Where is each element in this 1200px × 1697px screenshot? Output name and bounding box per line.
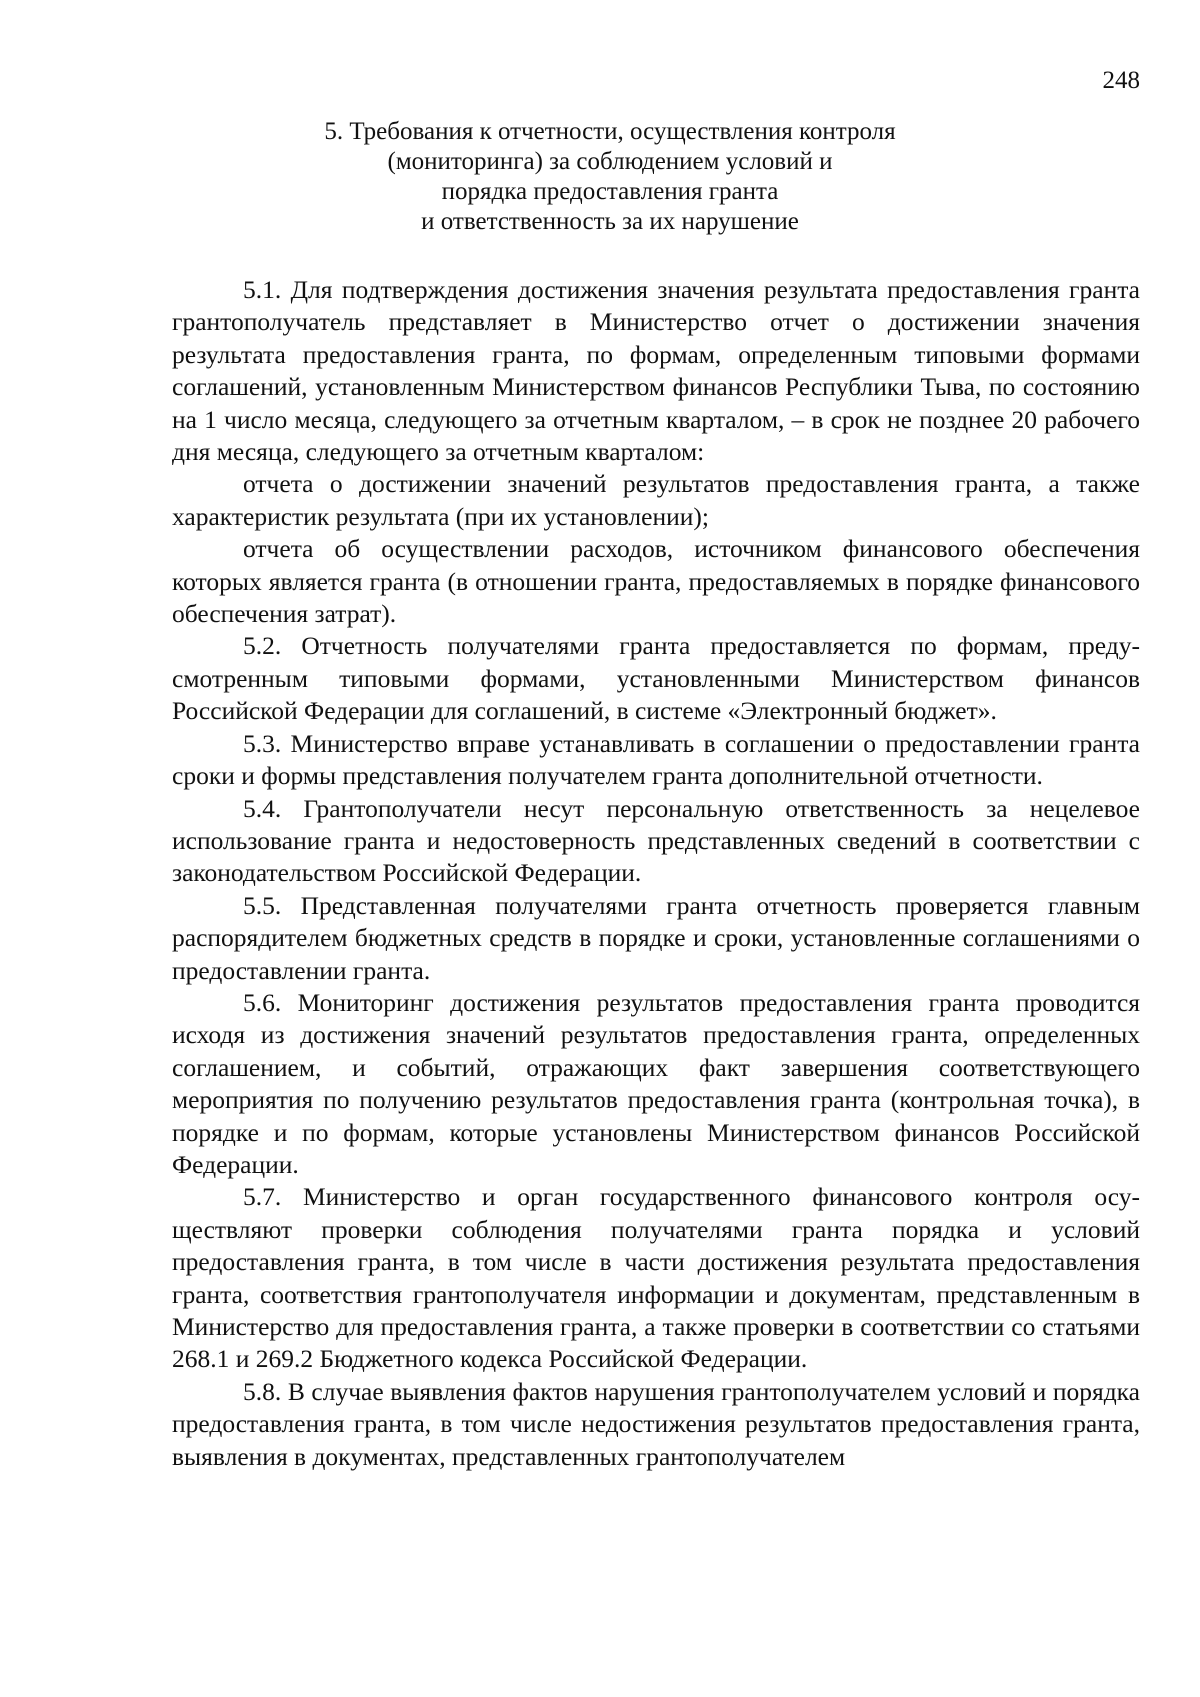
paragraph-report-expenses: отчета об осуществлении расходов, источником финансового обеспечения которых является гранта (в отношении гранта, предоставляемых в порядке финансового обеспечения затрат).: [172, 534, 1140, 629]
paragraph-5-1: 5.1. Для подтверждения достижения значения результата предоставления гранта грантополучатель представляет в Министерство отчет о достижении значения результата предоставления гранта, по формам, определенным типовыми формами соглашений, установленным Министерством финансов Республики Тыва, по состоянию на 1 число месяца, следующего за отчетным кварталом, – в срок не позднее 20 рабочего дня месяца, следующего за отчетным кварталом:: [172, 275, 1140, 467]
paragraph-5-7: 5.7. Министерство и орган государственного финансового контроля осуществляют проверки соблюдения получателями гранта порядка и условий предоставления гранта, в том числе в части достижения результата предоставления гранта, соответствия грантополучателя информации и документам, представленным в Министерство для предоставления гранта, а также проверки в соответствии со статьями 268.1 и 269.2 Бюджетного кодекса Российской Федерации.: [172, 1182, 1140, 1374]
paragraph-5-4: 5.4. Грантополучатели несут персональную ответственность за нецелевое использование гранта и недостоверность представленных сведений в соответствии с законодательством Российской Федерации.: [172, 793, 1140, 888]
paragraph-5-5: 5.5. Представленная получателями гранта отчетность проверяется главным распорядителем бюджетных средств в порядке и сроки, установленные соглашениями о предоставлении гранта.: [172, 890, 1140, 985]
section-heading: [170, 117, 1050, 237]
heading-line: (мониторинга) за соблюдением условий и: [387, 148, 833, 175]
paragraph-5-6: 5.6. Мониторинг достижения результатов предоставления гранта проводится исходя из достижения значений результатов предоставления гранта, определенных соглашением, и событий, отражающих факт завершения соответствующего мероприятия по получению результатов предоставления гранта (контрольная точка), в порядке и по формам, которые установлены Министерством финансов Российской Федерации.: [172, 987, 1140, 1179]
body-text: [172, 274, 1140, 1473]
heading-line: порядка предоставления гранта: [441, 178, 779, 205]
page-number: 248: [1102, 67, 1140, 94]
paragraph-5-8: 5.8. В случае выявления фактов нарушения грантополучателем условий и порядка предоставления гранта, в том числе недостижения результатов предоставления гранта, выявления в документах, представленных грантополучателем: [172, 1376, 1140, 1471]
paragraph-5-2: 5.2. Отчетность получателями гранта предоставляется по формам, предусмотренным типовыми формами, установленными Министерством финансов Российской Федерации для соглашений, в системе «Электронный бюджет».: [172, 631, 1140, 726]
heading-line: и ответственность за их нарушение: [421, 208, 799, 235]
heading-line: 5. Требования к отчетности, осуществления контроля: [324, 118, 896, 145]
paragraph-5-3: 5.3. Министерство вправе устанавливать в соглашении о предоставлении гранта сроки и формы представления получателем гранта дополнительной отчетности.: [172, 728, 1140, 791]
paragraph-report-results: отчета о достижении значений результатов предоставления гранта, а также характеристик результата (при их установлении);: [172, 469, 1140, 531]
